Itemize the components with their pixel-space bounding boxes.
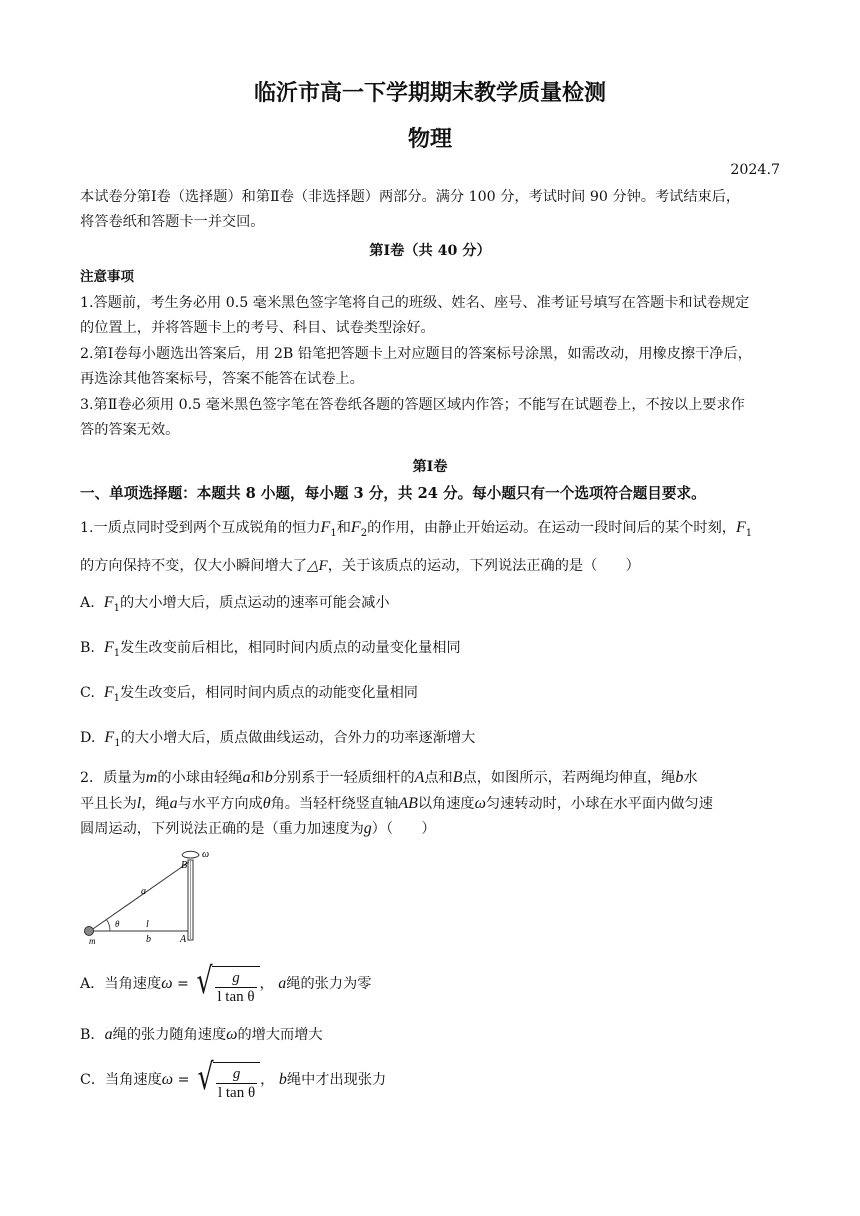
section-label: 第Ⅰ卷 [412, 459, 448, 475]
intro-line-2: 将答卷纸和答题卡一并交回。 [80, 214, 265, 230]
section1-heading: 一、单项选择题：本题共 8 小题，每小题 3 分，共 24 分。每小题只有一个选项符合题目要求。 [80, 485, 706, 502]
notice-item-1-line-2: 的位置上，并将答题卡上的考号、科目、试卷类型涂好。 [80, 320, 435, 336]
intro-line-1: 本试卷分第Ⅰ卷（选择题）和第Ⅱ卷（非选择题）两部分。满分 100 分，考试时间 90 分钟。考试结束后， [80, 189, 741, 205]
q2-stem-line-1: 2．质量为m的小球由轻绳a和b分别系于一轻质细杆的A点和B点，如图所示，若两绳均伸直，绳b水 [80, 769, 698, 786]
notice-item-2-line-1: 2.第Ⅰ卷每小题选出答案后，用 2B 铅笔把答题卡上对应题目的答案标号涂黑，如需改动，用橡皮擦干净后， [80, 346, 752, 362]
ball [85, 927, 94, 936]
sqrt-formula: √ $\frac{g}{\text{l tan θ}}$ [194, 1058, 260, 1102]
exam-date: 2024.7 [730, 162, 780, 178]
notice-heading: 注意事项 [80, 269, 134, 285]
rotation-arrow-icon [182, 851, 199, 858]
notice-item-3-line-1: 3.第Ⅱ卷必须用 0.5 毫米黑色签字笔在答卷纸各题的答题区域内作答；不能写在试题卷上，不按以上要求作 [80, 397, 745, 413]
label-theta: θ [115, 919, 120, 929]
notice-item-2-line-2: 再选涂其他答案标号，答案不能答在试卷上。 [80, 371, 364, 387]
label-a: a [141, 886, 146, 897]
label-b: b [146, 934, 151, 945]
q2-figure [78, 846, 218, 950]
q2-stem-line-2: 平且长为l，绳a与水平方向成θ角。当轻杆绕竖直轴AB以角速度ω匀速转动时，小球在水平面内做匀速 [80, 795, 713, 812]
sqrt-formula: √ $\frac{g}{\text{l tan θ}}$ [193, 962, 259, 1006]
q1-option-d[interactable]: D. $F_1$的大小增大后，质点做曲线运动，合外力的功率逐渐增大 [80, 729, 476, 749]
part1-heading: 第Ⅰ卷（共 40 分） [369, 243, 491, 259]
q1-stem-line-1: 1.一质点同时受到两个互成锐角的恒力$F_1$和$F_2$的作用，由静止开始运动。在运动一段时间后的某个时刻，$F_1$ [80, 519, 753, 539]
q1-option-b[interactable]: B. $F_1$发生改变前后相比，相同时间内质点的动量变化量相同 [80, 639, 461, 659]
delta-f: △F [307, 558, 328, 574]
angle-arc [107, 920, 111, 932]
q1-option-a[interactable]: A. $F_1$的大小增大后，质点运动的速率可能会减小 [80, 594, 390, 614]
exam-title: 临沂市高一下学期期末教学质量检测 [253, 81, 606, 106]
label-omega: ω [202, 849, 210, 860]
q1-option-c[interactable]: C. $F_1$发生改变后，相同时间内质点的动能变化量相同 [80, 684, 418, 704]
label-l: l [146, 919, 149, 930]
q2-option-c[interactable]: C．当角速度 ω = √ $\frac{g}{\text{l tan θ}}$ ， b 绳中才出现张力 [80, 1057, 387, 1101]
notice-item-3-line-2: 答的答案无效。 [80, 422, 180, 438]
q1-stem-line-2: 的方向保持不变，仅大小瞬间增大了△F，关于该质点的运动，下列说法正确的是（ ） [80, 558, 640, 574]
notice-item-1-line-1: 1.答题前，考生务必用 0.5 毫米黑色签字笔将自己的班级、姓名、座号、准考证号填写在答题卡和试卷规定 [80, 295, 750, 311]
label-m: m [89, 936, 96, 946]
label-B: B [181, 860, 188, 871]
rope-a [90, 862, 189, 931]
label-A: A [180, 934, 187, 945]
exam-subject: 物理 [407, 127, 452, 152]
q2-option-a[interactable]: A．当角速度 ω = √ $\frac{g}{\text{l tan θ}}$ ， a 绳的张力为零 [80, 961, 372, 1005]
q2-stem-line-3: 圆周运动，下列说法正确的是（重力加速度为g）（ ） [80, 820, 436, 837]
q2-option-b[interactable]: B．a绳的张力随角速度ω的增大而增大 [80, 1026, 323, 1043]
